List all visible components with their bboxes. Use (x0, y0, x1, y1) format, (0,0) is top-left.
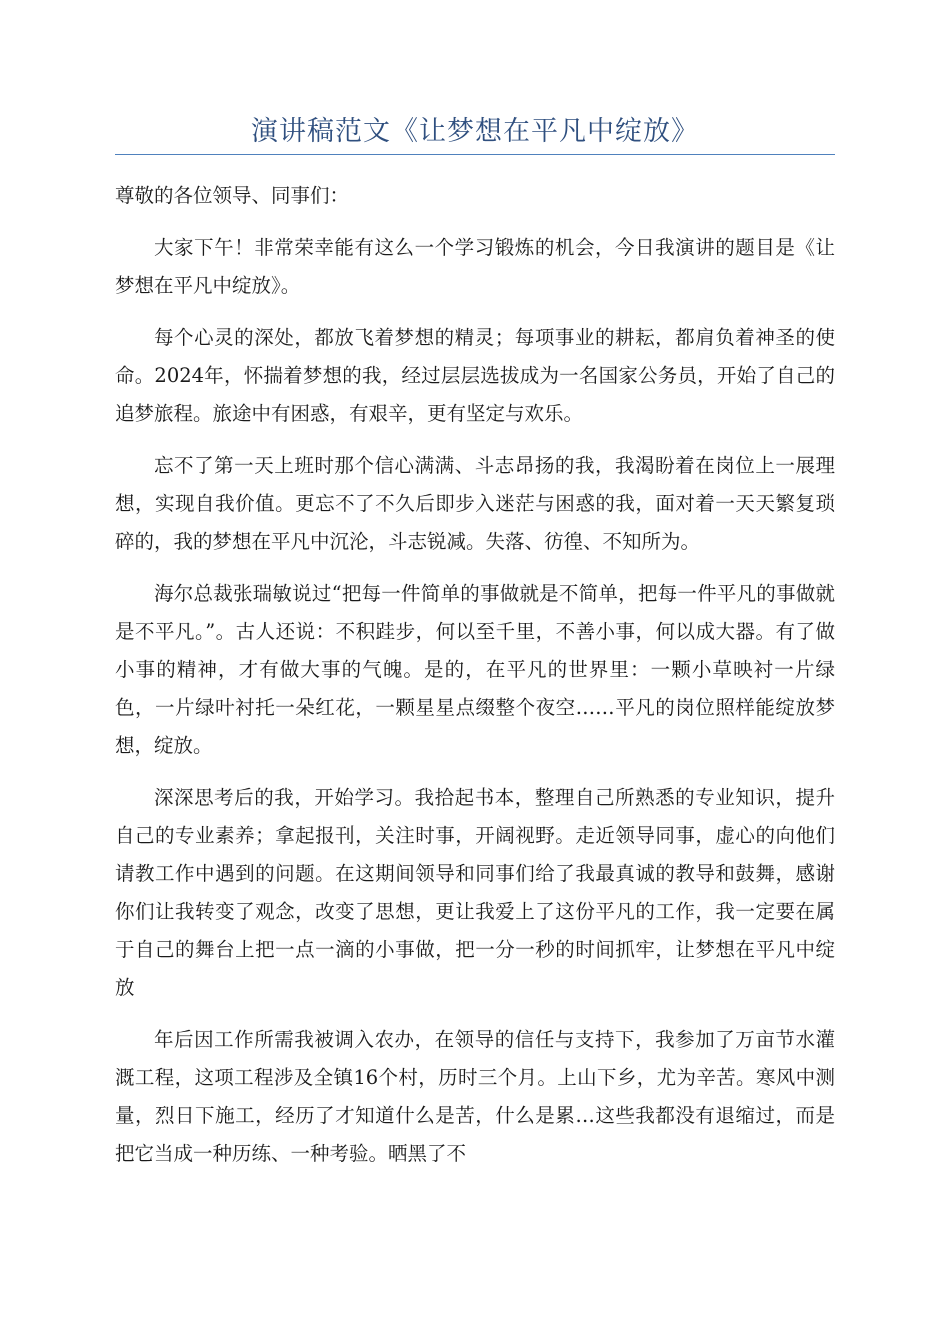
paragraph-4: 海尔总裁张瑞敏说过“把每一件简单的事做就是不简单，把每一件平凡的事做就是不平凡。”。古人还说：不积跬步，何以至千里，不善小事，何以成大器。有了做小事的精神，才有做大事的气魄。是的，在平凡的世界里：一颗小草映衬一片绿色，一片绿叶衬托一朵红花，一颗星星点缀整个夜空……平凡的岗位照样能绽放梦想，绽放。 (115, 582, 835, 757)
title-underline-rule (115, 154, 835, 155)
salutation: 尊敬的各位领导、同事们： (115, 184, 350, 207)
paragraph-5: 深深思考后的我，开始学习。我拾起书本，整理自己所熟悉的专业知识，提升自己的专业素养；拿起报刊，关注时事，开阔视野。走近领导同事，虚心的向他们请教工作中遇到的问题。在这期间领导和同事们给了我最真诚的教导和鼓舞，感谢你们让我转变了观念，改变了思想，更让我爱上了这份平凡的工作，我一定要在属于自己的舞台上把一点一滴的小事做，把一分一秒的时间抓牢，让梦想在平凡中绽放 (115, 786, 835, 999)
document-body (115, 177, 835, 1187)
document-title: 演讲稿范文《让梦想在平凡中绽放》 (251, 116, 699, 147)
paragraph-6: 年后因工作所需我被调入农办，在领导的信任与支持下，我参加了万亩节水灌溉工程，这项工程涉及全镇16个村，历时三个月。上山下乡，尤为辛苦。寒风中测量，烈日下施工，经历了才知道什么是苦，什么是累…这些我都没有退缩过，而是把它当成一种历练、一种考验。晒黑了不 (115, 1028, 835, 1165)
paragraph-1: 大家下午！非常荣幸能有这么一个学习锻炼的机会，今日我演讲的题目是《让梦想在平凡中绽放》。 (115, 236, 835, 297)
paragraph-2: 每个心灵的深处，都放飞着梦想的精灵；每项事业的耕耘，都肩负着神圣的使命。2024年，怀揣着梦想的我，经过层层选拔成为一名国家公务员，开始了自己的追梦旅程。旅途中有困惑，有艰辛，更有坚定与欢乐。 (115, 326, 835, 425)
paragraph-3: 忘不了第一天上班时那个信心满满、斗志昂扬的我，我渴盼着在岗位上一展理想，实现自我价值。更忘不了不久后即步入迷茫与困惑的我，面对着一天天繁复琐碎的，我的梦想在平凡中沉沦，斗志锐减。失落、彷徨、不知所为。 (115, 454, 835, 553)
